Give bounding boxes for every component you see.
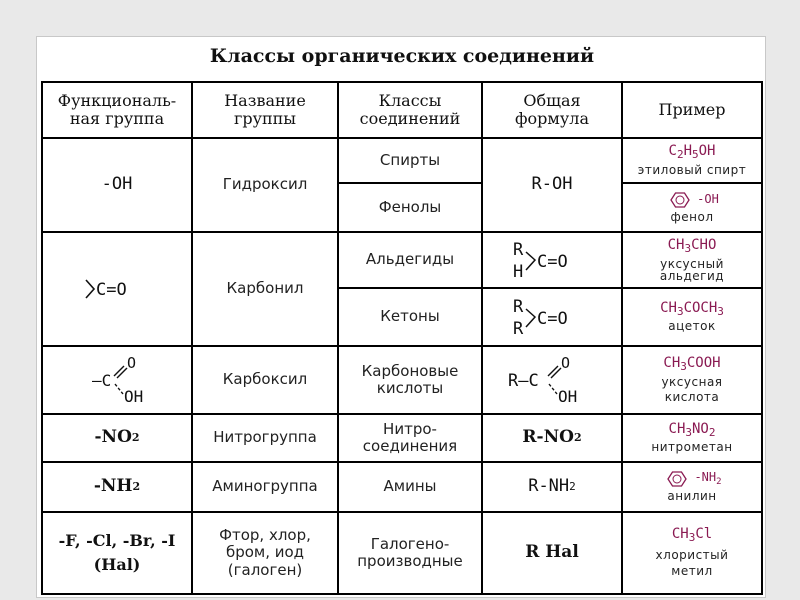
example-acetone-name: ацеток bbox=[668, 319, 716, 334]
class-nitro-compounds: Нитро-соединения bbox=[362, 419, 458, 455]
formula-aldehyde bbox=[483, 233, 621, 287]
example-acetone-formula: $CH_3COCH_3$ bbox=[660, 299, 724, 318]
svg-text:C=O: C=O bbox=[537, 252, 568, 272]
example-aniline bbox=[623, 463, 761, 511]
example-nitromethane bbox=[623, 415, 761, 461]
svg-text:R: R bbox=[513, 240, 524, 260]
svg-text:OH: OH bbox=[558, 387, 578, 406]
svg-text:C=O: C=O bbox=[96, 280, 127, 300]
example-acetic-acid bbox=[623, 347, 761, 413]
header-example: Пример bbox=[658, 99, 726, 119]
svg-text:C=O: C=O bbox=[537, 309, 568, 329]
example-ethanol-formula: $C_2H_5OH$ bbox=[668, 143, 716, 162]
example-nitromethane-name: нитрометан bbox=[651, 440, 733, 455]
example-ethanol-name: этиловый спирт bbox=[637, 162, 747, 177]
svg-text:R–C: R–C bbox=[508, 371, 539, 391]
class-phenols: Фенолы bbox=[378, 197, 442, 216]
svg-text:O: O bbox=[561, 354, 571, 372]
example-chloromethane-name: хлористый метил bbox=[655, 548, 729, 579]
table-grid bbox=[43, 83, 761, 593]
carboxylic-acid-structure-icon bbox=[502, 352, 602, 408]
benzene-ring-icon bbox=[662, 470, 692, 488]
name-nitro: Нитрогруппа bbox=[213, 428, 317, 447]
example-chloromethane bbox=[623, 513, 761, 593]
classes-table bbox=[41, 81, 763, 595]
group-carbonyl bbox=[43, 233, 191, 345]
name-carboxyl: Карбоксил bbox=[222, 370, 308, 389]
header-classes: Классы соединений bbox=[359, 90, 461, 128]
group-nitro: -NO 2 bbox=[94, 427, 140, 448]
formula-ketone bbox=[483, 289, 621, 345]
group-halogen bbox=[43, 513, 191, 593]
example-nitromethane-formula: $CH_3NO_2$ bbox=[668, 420, 716, 439]
header-group: Функциональ-ная группа bbox=[57, 90, 177, 128]
example-aniline-formula: $-NH_2$ bbox=[662, 470, 721, 488]
name-halogen: Фтор, хлор, бром, иод (галоген) bbox=[219, 526, 311, 579]
formula-halogen: R Hal bbox=[525, 542, 579, 563]
example-phenol bbox=[623, 184, 761, 231]
example-acetone bbox=[623, 289, 761, 345]
class-halogen-derivatives: Галогено-производные bbox=[357, 534, 463, 570]
class-ketones: Кетоны bbox=[380, 307, 440, 326]
name-hydroxyl: Гидроксил bbox=[222, 175, 308, 194]
svg-text:O: O bbox=[127, 354, 137, 372]
class-aldehydes: Альдегиды bbox=[365, 250, 455, 269]
svg-text:R: R bbox=[513, 297, 524, 317]
example-acetic-acid-name: уксусная кислота bbox=[661, 375, 723, 405]
example-acetaldehyde-formula: $CH_3CHO$ bbox=[667, 237, 717, 256]
class-amines: Амины bbox=[383, 477, 437, 496]
formula-hydroxyl: R-OH bbox=[531, 174, 573, 195]
formula-amino: R-NH 2 bbox=[528, 476, 576, 497]
class-carboxylic-acids: Карбоновые кислоты bbox=[361, 361, 459, 397]
group-carboxyl bbox=[43, 347, 191, 413]
page-title: Классы органических соединений bbox=[209, 45, 595, 67]
example-phenol-formula: -OH bbox=[665, 191, 719, 209]
svg-text:R: R bbox=[513, 319, 524, 339]
name-amino: Аминогруппа bbox=[212, 477, 318, 496]
class-alcohols: Спирты bbox=[379, 150, 441, 169]
name-carbonyl: Карбонил bbox=[226, 279, 304, 298]
svg-text:H: H bbox=[513, 262, 524, 282]
example-acetic-acid-formula: $CH_3COOH$ bbox=[663, 354, 721, 373]
example-ethanol bbox=[623, 139, 761, 182]
aldehyde-structure-icon bbox=[507, 238, 597, 282]
benzene-ring-icon bbox=[665, 191, 695, 209]
example-chloromethane-formula: $CH_3Cl$ bbox=[671, 526, 713, 545]
example-acetaldehyde bbox=[623, 233, 761, 287]
example-phenol-name: фенол bbox=[670, 209, 714, 224]
example-aniline-name: анилин bbox=[667, 489, 717, 504]
document-sheet bbox=[36, 36, 766, 598]
group-halogen-list: -F, -Cl, -Br, -I bbox=[58, 530, 176, 550]
example-acetaldehyde-name: уксусный альдегид bbox=[659, 256, 725, 284]
carbonyl-bond-icon bbox=[82, 274, 152, 304]
formula-carboxyl bbox=[483, 347, 621, 413]
group-hydroxyl: -OH bbox=[101, 174, 133, 195]
group-halogen-abbr: (Hal) bbox=[93, 555, 141, 574]
svg-text:–C: –C bbox=[92, 371, 112, 390]
carboxyl-structure-icon bbox=[72, 352, 162, 408]
formula-nitro: R-NO 2 bbox=[522, 427, 582, 448]
header-name: Название группы bbox=[224, 90, 306, 128]
group-amino: -NH 2 bbox=[93, 476, 141, 497]
header-formula: Общая формула bbox=[515, 90, 589, 128]
svg-text:OH: OH bbox=[124, 387, 144, 406]
ketone-structure-icon bbox=[507, 295, 597, 339]
